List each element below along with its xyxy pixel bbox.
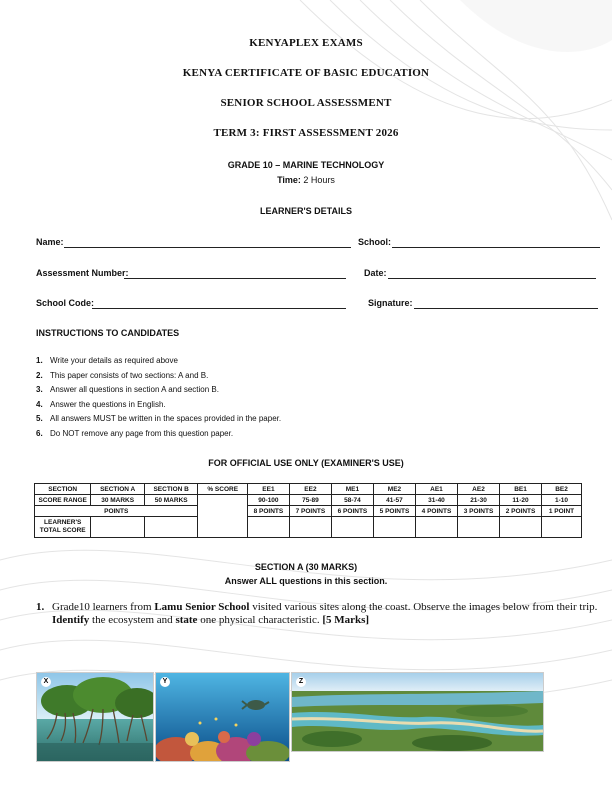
- instruction-item: [36, 414, 281, 423]
- instruction-text: All answers MUST be written in the spaces provided in the paper.: [50, 414, 282, 423]
- score-range-cell: 58-74: [331, 495, 373, 506]
- score-table-header-row: [35, 484, 582, 495]
- date-label: Date:: [364, 268, 387, 278]
- term-title: TERM 3: FIRST ASSESSMENT 2026: [213, 127, 399, 139]
- score-range-cell: 1-10: [542, 495, 582, 506]
- score-range-cell: 41-57: [373, 495, 415, 506]
- assessment-number-field[interactable]: [124, 278, 346, 279]
- table-header-cell: SECTION B: [144, 484, 198, 495]
- question-1-text: [52, 601, 604, 627]
- name-label: Name:: [36, 237, 64, 247]
- instruction-item: [36, 429, 233, 438]
- score-range-cell: SCORE RANGE: [35, 495, 91, 506]
- table-header-cell: AE2: [458, 484, 500, 495]
- level-score-cell[interactable]: [542, 517, 582, 538]
- school-code-label: School Code:: [36, 298, 94, 308]
- section-a-score-cell[interactable]: [91, 517, 145, 538]
- table-header-cell: BE1: [500, 484, 542, 495]
- learner-details-heading: LEARNER'S DETAILS: [260, 206, 352, 216]
- points-cell: 7 POINTS: [289, 506, 331, 517]
- instruction-item: [36, 400, 166, 409]
- table-header-cell: AE1: [415, 484, 457, 495]
- instruction-number: 5.: [36, 414, 43, 423]
- table-header-cell: ME2: [373, 484, 415, 495]
- score-range-row: [35, 495, 582, 506]
- question-1-number: 1.: [36, 601, 45, 613]
- instructions-heading: INSTRUCTIONS TO CANDIDATES: [36, 328, 180, 338]
- instruction-number: 2.: [36, 370, 43, 380]
- points-cell: 1 POINT: [542, 506, 582, 517]
- points-cell: 6 POINTS: [331, 506, 373, 517]
- percent-score-cell[interactable]: [198, 495, 247, 538]
- level-score-cell[interactable]: [247, 517, 289, 538]
- points-row: [35, 506, 582, 517]
- image-x-mangroves: [36, 672, 154, 762]
- q1-text-part: visited various sites along the coast. Observe the images below from their trip.: [249, 601, 598, 613]
- q1-school-name: Lamu Senior School: [154, 601, 250, 613]
- image-y-tag: Y: [160, 677, 170, 687]
- instruction-text: This paper consists of two sections: A and B.: [50, 370, 209, 380]
- mangrove-illustration: [37, 673, 153, 761]
- score-range-cell: 50 MARKS: [144, 495, 198, 506]
- official-use-heading: FOR OFFICIAL USE ONLY (EXAMINER'S USE): [208, 458, 404, 468]
- score-range-cell: 21-30: [458, 495, 500, 506]
- instruction-text: Answer the questions in English.: [50, 399, 166, 409]
- estuary-illustration: [292, 673, 543, 751]
- q1-text-part: Grade10 learners from: [52, 601, 155, 613]
- image-x-tag: X: [41, 677, 51, 687]
- instruction-item: [36, 356, 178, 365]
- table-header-cell: ME1: [331, 484, 373, 495]
- school-code-field[interactable]: [92, 308, 346, 309]
- image-z-tag: Z: [296, 677, 306, 687]
- points-cell: 3 POINTS: [458, 506, 500, 517]
- image-y-coral-reef: [155, 672, 290, 762]
- score-range-cell: 31-40: [415, 495, 457, 506]
- q1-state: state: [175, 614, 198, 626]
- grade-subject: GRADE 10 – MARINE TECHNOLOGY: [227, 160, 385, 170]
- certificate-title: KENYA CERTIFICATE OF BASIC EDUCATION: [182, 67, 430, 79]
- instruction-number: 4.: [36, 399, 43, 409]
- score-range-cell: 30 MARKS: [91, 495, 145, 506]
- q1-marks: [5 Marks]: [322, 614, 370, 626]
- instruction-text: Write your details as required above: [50, 356, 178, 365]
- instruction-item: [36, 371, 208, 380]
- school-field[interactable]: [392, 247, 600, 248]
- q1-identify: Identify: [52, 614, 90, 626]
- level-score-cell[interactable]: [458, 517, 500, 538]
- exam-org-title: KENYAPLEX EXAMS: [249, 37, 363, 49]
- level-score-cell[interactable]: [500, 517, 542, 538]
- instruction-item: [36, 385, 219, 394]
- section-a-title: SECTION A (30 MARKS): [254, 562, 358, 572]
- level-score-cell[interactable]: [331, 517, 373, 538]
- instruction-number: 3.: [36, 385, 43, 394]
- instruction-number: 6.: [36, 428, 43, 438]
- score-range-cell: 11-20: [500, 495, 542, 506]
- points-cell: 8 POINTS: [247, 506, 289, 517]
- score-range-cell: 75-89: [289, 495, 331, 506]
- points-cell: 4 POINTS: [415, 506, 457, 517]
- instruction-text: Answer all questions in section A and section B.: [50, 385, 219, 394]
- q1-text-part: one physical characteristic.: [197, 614, 323, 626]
- table-header-cell: BE2: [542, 484, 582, 495]
- score-range-cell: 90-100: [247, 495, 289, 506]
- school-label: School:: [358, 237, 391, 247]
- learner-total-label-cell: LEARNER'S TOTAL SCORE: [35, 517, 91, 538]
- instruction-text: Do NOT remove any page from this question paper.: [50, 428, 234, 438]
- level-score-cell[interactable]: [415, 517, 457, 538]
- level-score-cell[interactable]: [373, 517, 415, 538]
- table-header-cell: EE2: [289, 484, 331, 495]
- q1-text-part: the ecosystem and: [89, 614, 176, 626]
- table-header-cell: EE1: [247, 484, 289, 495]
- score-table: [34, 483, 582, 538]
- assessment-number-label: Assessment Number:: [36, 268, 129, 278]
- image-z-estuary: [291, 672, 544, 752]
- signature-field[interactable]: [414, 308, 598, 309]
- date-field[interactable]: [388, 278, 596, 279]
- time-line: [0, 175, 612, 185]
- table-header-cell: % SCORE: [198, 484, 247, 495]
- coral-reef-illustration: [156, 673, 289, 761]
- name-field[interactable]: [64, 247, 351, 248]
- signature-label: Signature:: [368, 298, 413, 308]
- table-header-cell: SECTION A: [91, 484, 145, 495]
- points-cell: 5 POINTS: [373, 506, 415, 517]
- time-label: Time:: [277, 175, 301, 185]
- assessment-title: SENIOR SCHOOL ASSESSMENT: [220, 97, 392, 109]
- section-b-score-cell[interactable]: [144, 517, 198, 538]
- section-a-subtitle: Answer ALL questions in this section.: [224, 576, 388, 586]
- time-value: 2 Hours: [303, 175, 335, 185]
- table-header-cell: SECTION: [35, 484, 91, 495]
- points-label-cell: POINTS: [35, 506, 198, 517]
- learner-total-row: [35, 517, 582, 538]
- instruction-number: 1.: [36, 356, 43, 365]
- level-score-cell[interactable]: [289, 517, 331, 538]
- question-1: [36, 601, 604, 627]
- points-cell: 2 POINTS: [500, 506, 542, 517]
